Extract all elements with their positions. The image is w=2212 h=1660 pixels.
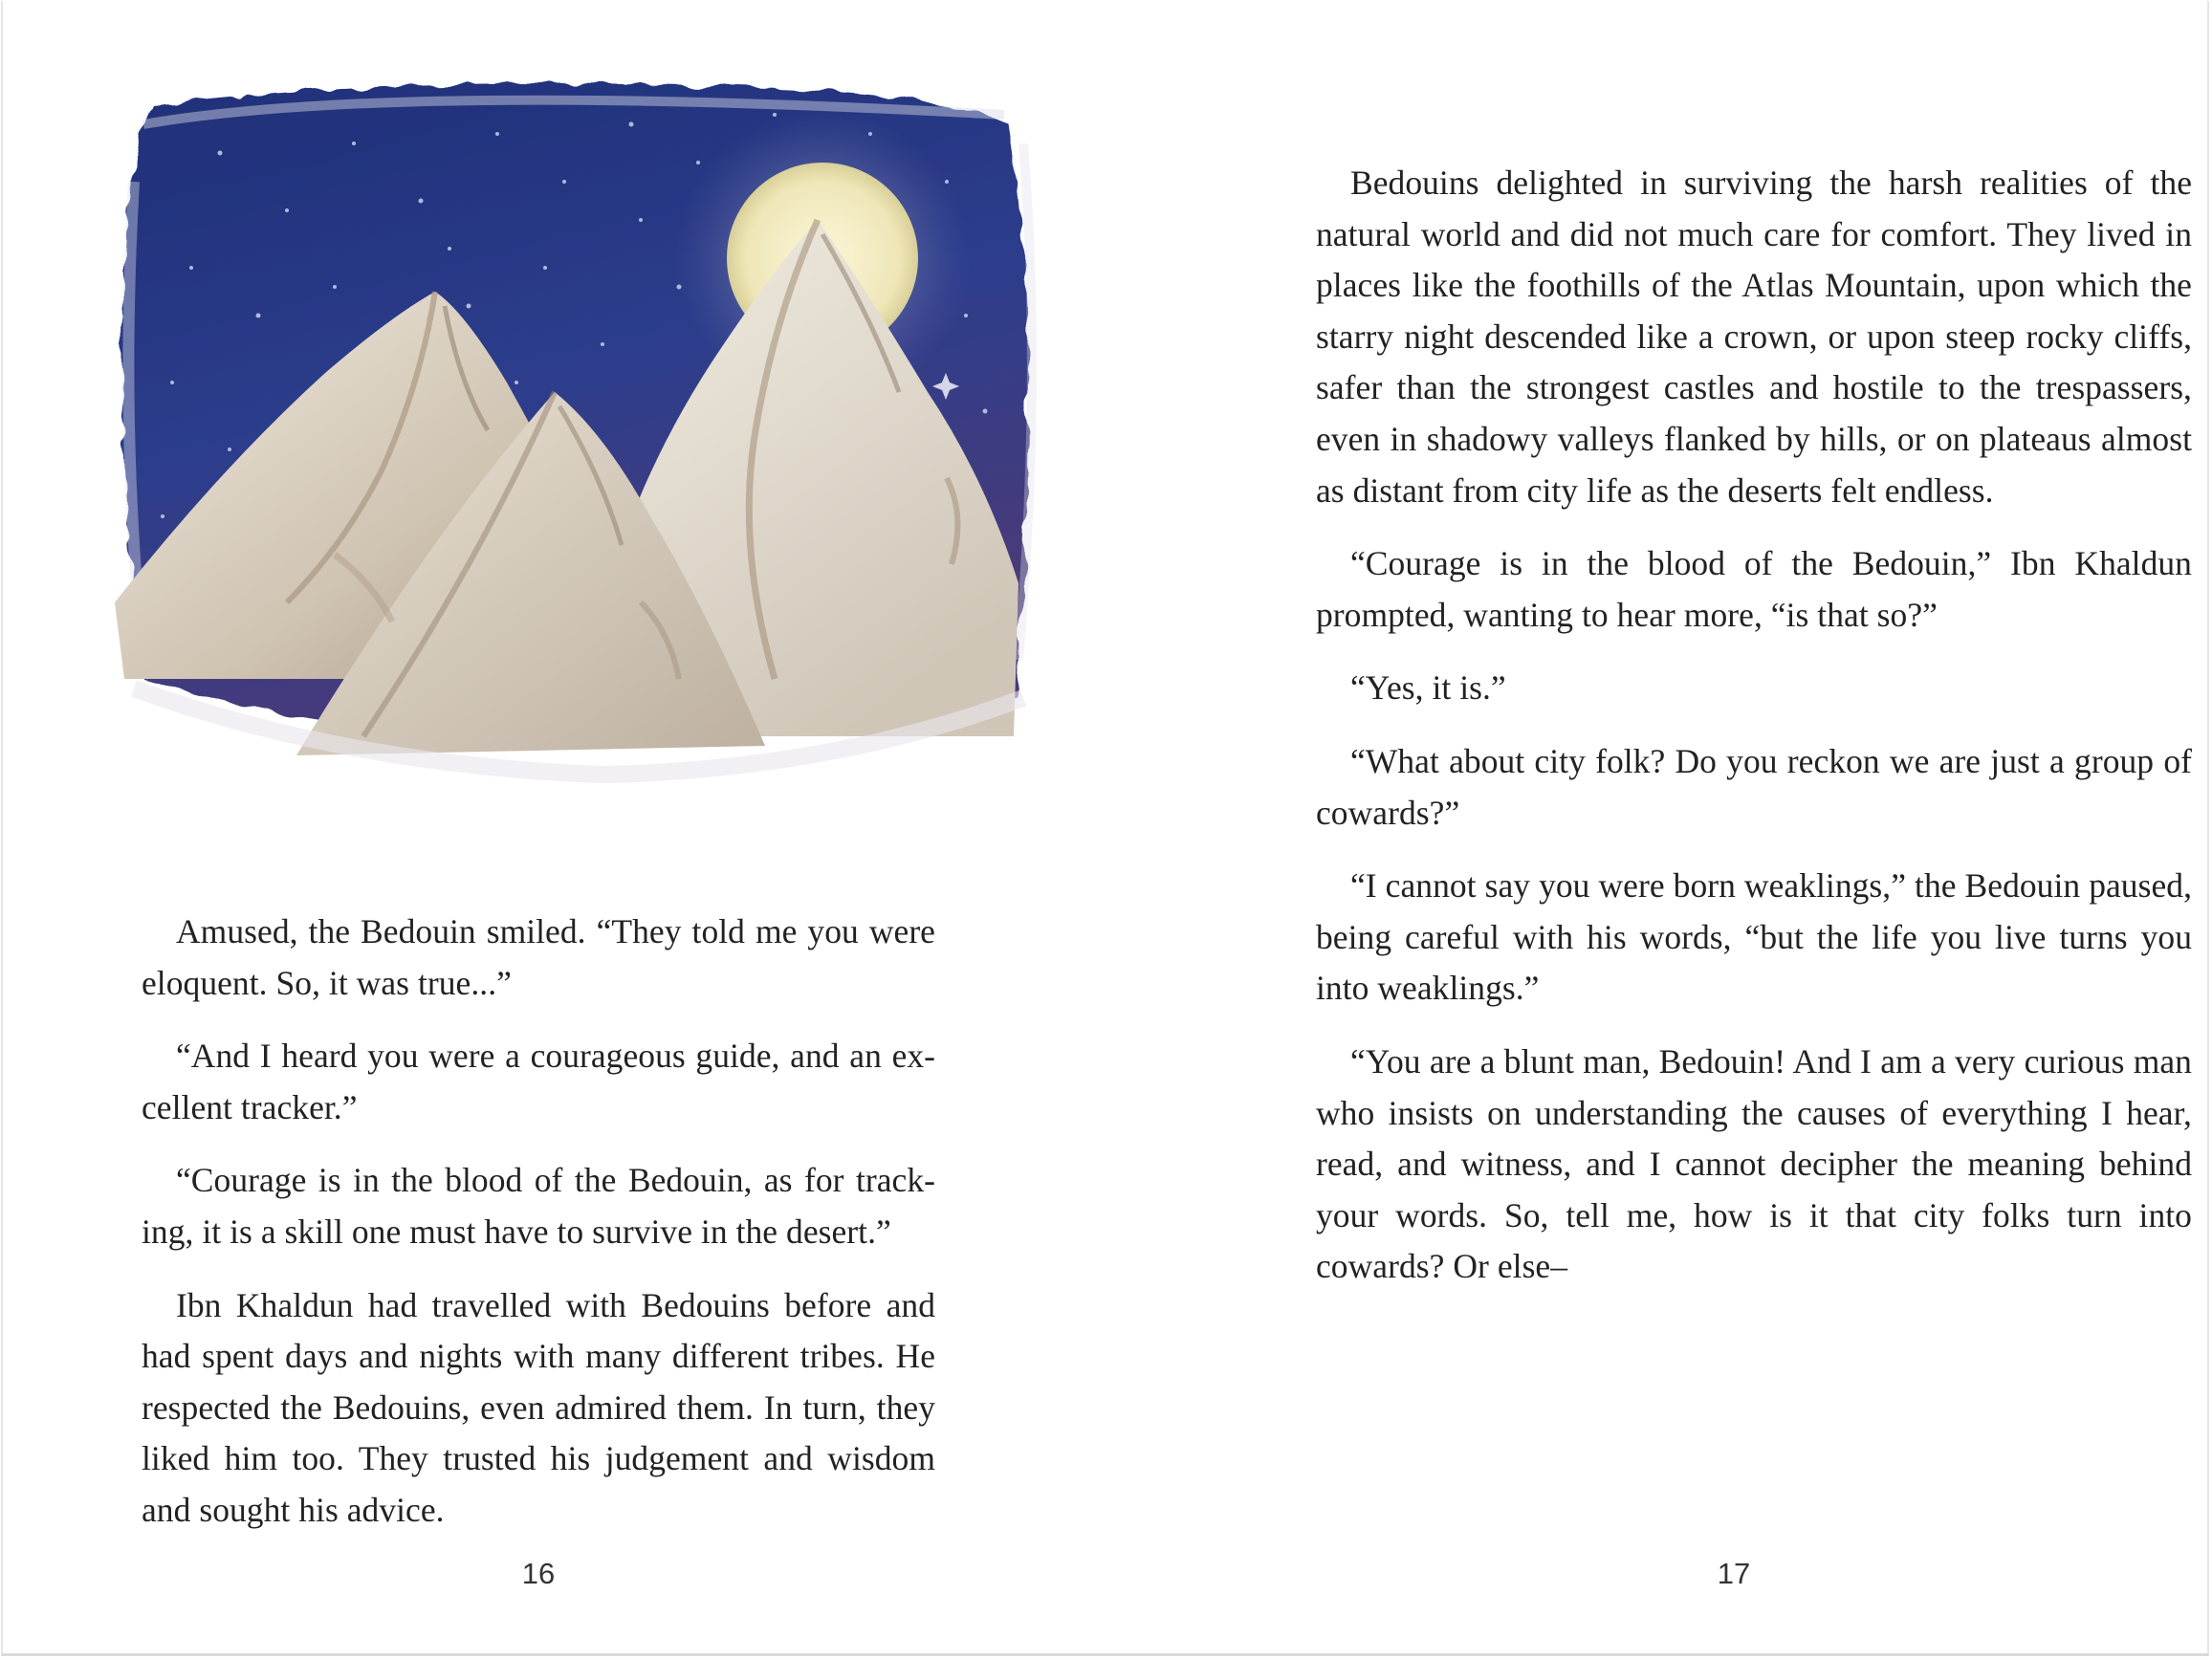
paragraph: Amused, the Bedouin smiled. “They told me you were eloquent. So, it was true...” — [142, 912, 935, 1002]
paragraph: Bedouins delighted in surviving the harsh realities of the natural world and did not much care for comfort. They lived in places like the foothills of the Atlas Mountain, upon which the starry night descended like a crown, or upon steep rocky cliffs, safer than the strongest castles and hostile to the trespassers, even in shadowy valleys flanked by hills, or on plateaus almost as distant from city life as the deserts felt endless. — [1316, 164, 2192, 510]
page-number-left: 16 — [521, 1557, 556, 1590]
page-number-right: 17 — [1717, 1557, 1751, 1590]
left-page-text — [142, 906, 935, 1559]
right-page-text — [1316, 158, 2192, 1315]
paragraph: “Courage is in the blood of the Bedouin,” Ibn Khaldun prompted, wanting to hear more, “is that so?” — [1316, 544, 2192, 634]
paragraph: “And I heard you were a courageous guide, and an excellent tracker.” — [142, 1037, 935, 1126]
paragraph: “What about city folk? Do you reckon we are just a group of cowards?” — [1316, 741, 2192, 832]
moonlit-mountains-icon — [105, 67, 1042, 861]
paragraph: “I cannot say you were born weaklings,” the Bedouin paused, being careful with his words, “but the life you live turns you into weaklings.” — [1316, 866, 2192, 1008]
paragraph: Ibn Khaldun had travelled with Bedouins before and had spent days and nights with many different tribes. He respected the Bedouins, even admired them. In turn, they liked him too. They trusted his judgement and wisdom and sought his advice. — [142, 1285, 935, 1529]
paragraph: “Courage is in the blood of the Bedouin, as for tracking, it is a skill one must have to survive in the desert.” — [142, 1161, 935, 1251]
paragraph: “Yes, it is.” — [1350, 668, 1506, 708]
paragraph: “You are a blunt man, Bedouin! And I am a very curious man who insists on understanding the causes of everything I hear, read, and witness, and I cannot decipher the meaning behind your words. So, tell me, how is it that city folks turn into cowards? Or else– — [1316, 1041, 2192, 1286]
right-page — [1106, 0, 2212, 1660]
